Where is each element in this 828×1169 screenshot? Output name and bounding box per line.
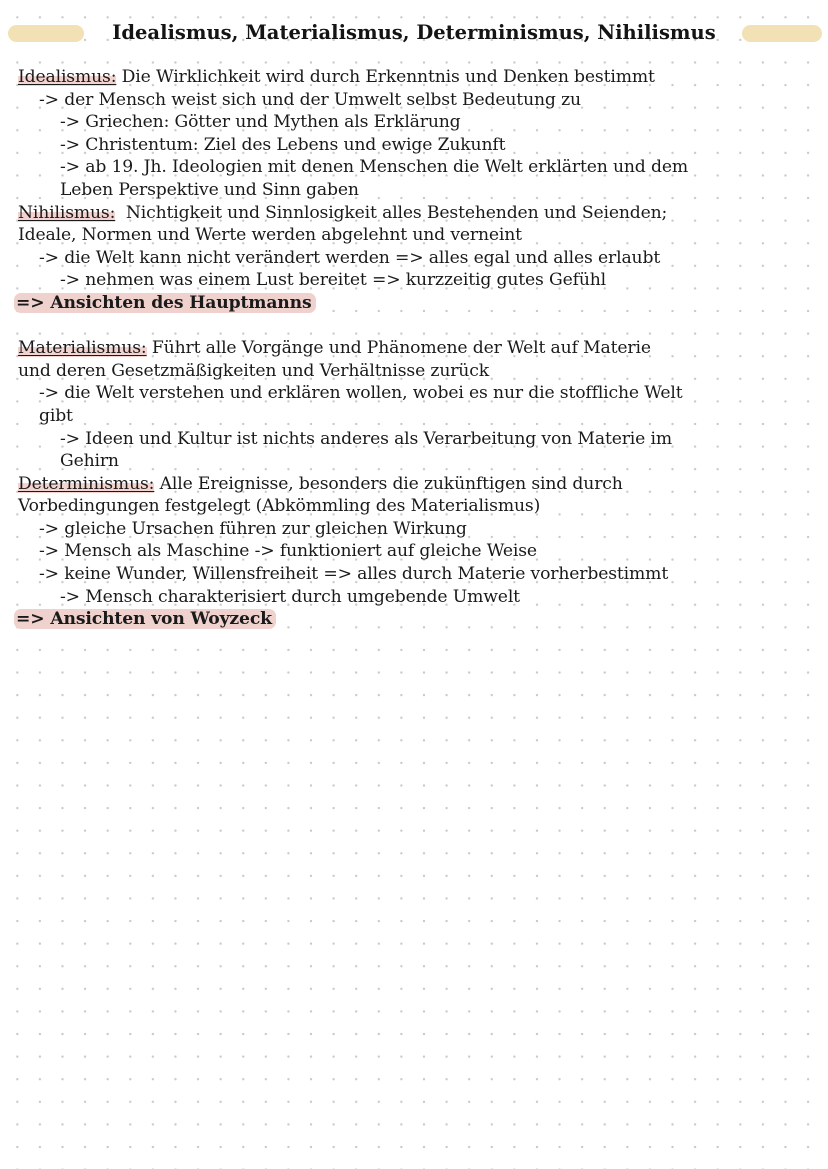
- note-line: [18, 473, 818, 496]
- page-header: [0, 19, 828, 47]
- note-line: [18, 247, 818, 270]
- note-line: [18, 337, 818, 360]
- note-text: -> Griechen: Götter und Mythen als Erklärung: [60, 112, 461, 133]
- note-line: [18, 224, 818, 247]
- note-text: -> Christentum: Ziel des Lebens und ewige Zukunft: [60, 134, 506, 155]
- note-text: und deren Gesetzmäßigkeiten und Verhältnisse zurück: [18, 360, 489, 381]
- note-text: -> die Welt verstehen und erklären wollen, wobei es nur die stoffliche Welt: [39, 383, 683, 404]
- note-line: [18, 382, 818, 405]
- note-text: -> Ideen und Kultur ist nichts anderes als Verarbeitung von Materie im: [60, 428, 672, 449]
- note-text: Die Wirklichkeit wird durch Erkenntnis und Denken bestimmt: [116, 67, 655, 87]
- note-text: -> ab 19. Jh. Ideologien mit denen Menschen die Welt erklärten und dem: [60, 157, 688, 178]
- note-text: -> Mensch als Maschine -> funktioniert auf gleiche Weise: [39, 541, 537, 562]
- note-line: [18, 450, 818, 473]
- note-line: [18, 518, 818, 541]
- note-text: Führt alle Vorgänge und Phänomene der Welt auf Materie: [146, 338, 651, 359]
- note-line: [18, 202, 818, 225]
- note-line: [18, 66, 818, 89]
- note-text: Vorbedingungen festgelegt (Abkömmling des Materialismus): [18, 496, 541, 517]
- term-heading: Materialismus:: [18, 338, 147, 359]
- blank-line: [18, 315, 818, 338]
- note-text: Ideale, Normen und Werte werden abgelehnt und verneint: [18, 225, 522, 246]
- notes-body: [18, 66, 818, 631]
- note-line: [18, 586, 818, 609]
- note-text: -> nehmen was einem Lust bereitet => kurzzeitig gutes Gefühl: [60, 270, 607, 291]
- conclusion-highlight: => Ansichten des Hauptmanns: [14, 293, 316, 313]
- note-line: [18, 89, 818, 112]
- note-text: Gehirn: [60, 451, 119, 472]
- note-line: [18, 292, 818, 315]
- note-text: -> die Welt kann nicht verändert werden => alles egal und alles erlaubt: [39, 247, 661, 268]
- note-line: [18, 360, 818, 383]
- note-line: [18, 495, 818, 518]
- note-text: Nichtigkeit und Sinnlosigkeit alles Bestehenden und Seienden;: [115, 202, 668, 223]
- note-line: [18, 563, 818, 586]
- note-text: -> Mensch charakterisiert durch umgebende Umwelt: [60, 586, 520, 607]
- note-text: -> gleiche Ursachen führen zur gleichen Wirkung: [39, 518, 467, 539]
- note-line: [18, 540, 818, 563]
- note-line: [18, 428, 818, 451]
- note-line: [18, 269, 818, 292]
- note-text: -> der Mensch weist sich und der Umwelt selbst Bedeutung zu: [39, 89, 581, 110]
- term-heading: Idealismus:: [18, 67, 117, 87]
- note-text: Leben Perspektive und Sinn gaben: [60, 179, 359, 200]
- note-text: gibt: [39, 405, 73, 426]
- note-line: [18, 156, 818, 179]
- note-line: [18, 179, 818, 202]
- note-line: [18, 608, 818, 631]
- note-text: Alle Ereignisse, besonders die zukünftigen sind durch: [154, 473, 623, 494]
- page-title: Idealismus, Materialismus, Determinismus, Nihilismus: [112, 21, 716, 44]
- note-line: [18, 134, 818, 157]
- term-heading: Nihilismus:: [18, 202, 116, 223]
- conclusion-highlight: => Ansichten von Woyzeck: [14, 609, 276, 629]
- note-text: -> keine Wunder, Willensfreiheit => alles durch Materie vorherbestimmt: [39, 564, 669, 585]
- note-line: [18, 111, 818, 134]
- term-heading: Determinismus:: [18, 473, 155, 494]
- note-line: [18, 405, 818, 428]
